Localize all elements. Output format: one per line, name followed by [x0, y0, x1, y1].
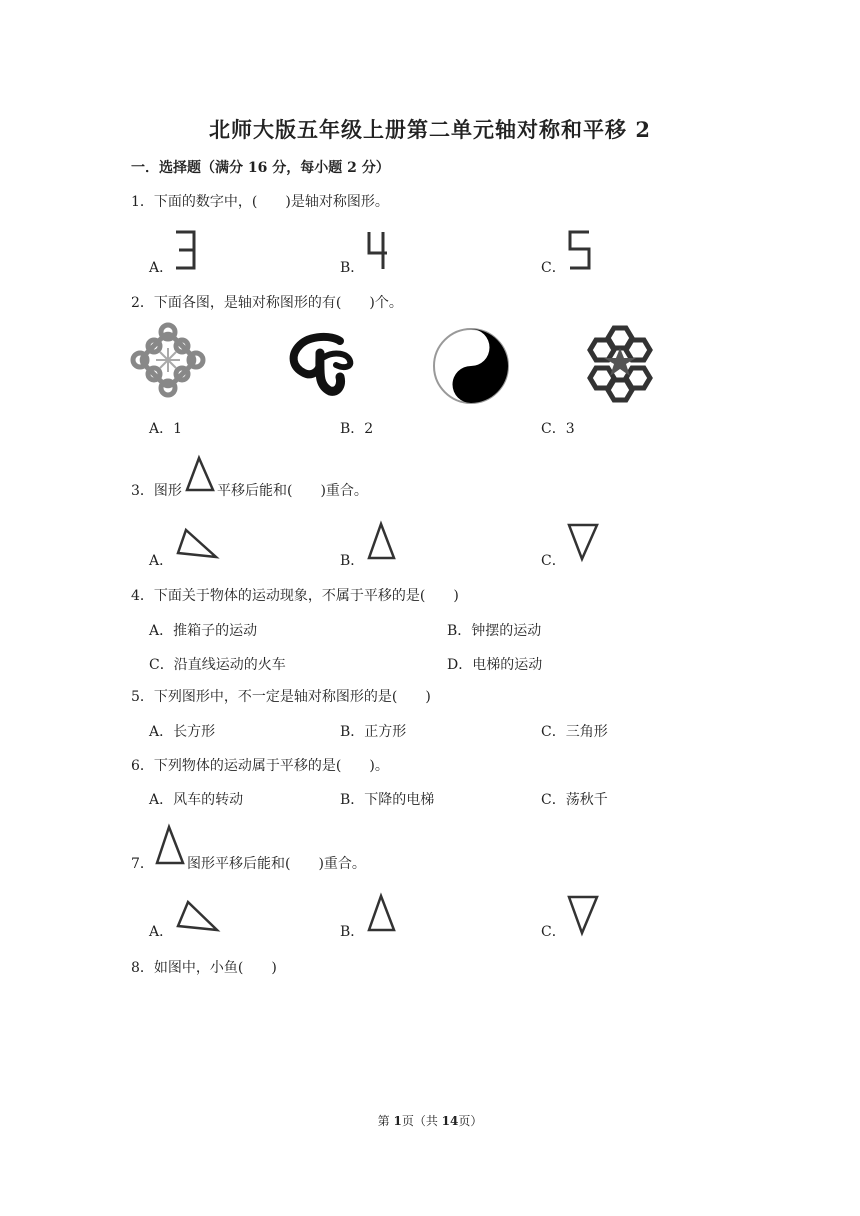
question-5-option-a: A．长方形 [149, 724, 216, 740]
question-4-option-b: B．钟摆的运动 [447, 623, 542, 639]
question-3-option-c: C． [541, 553, 566, 569]
question-4-option-d: D．电梯的运动 [447, 657, 543, 673]
hexagon-star-icon [580, 324, 660, 404]
question-6-stem: 6．下列物体的运动属于平移的是( )。 [131, 758, 389, 774]
question-4-option-c: C．沿直线运动的火车 [149, 657, 286, 673]
triangle-reference-figure [154, 824, 186, 866]
question-7-number: 7． [131, 856, 154, 872]
question-2-option-c: C．3 [541, 421, 575, 437]
digit-3-figure [174, 229, 198, 271]
question-3-stem-start: 3．图形 [131, 483, 182, 499]
triangle-upright-figure [366, 893, 398, 933]
question-7-option-a: A． [149, 924, 174, 940]
question-7-option-c: C． [541, 924, 566, 940]
question-3-stem-end: 平移后能和( )重合。 [217, 483, 368, 499]
question-7-option-b: B． [340, 924, 365, 940]
question-4-option-a: A．推箱子的运动 [149, 623, 258, 639]
yin-yang-icon [432, 327, 510, 405]
question-6-option-c: C．荡秋千 [541, 792, 608, 808]
question-6-option-b: B．下降的电梯 [340, 792, 435, 808]
triangle-rotated-figure [176, 527, 220, 561]
question-3-option-b: B． [340, 553, 365, 569]
triangle-inverted-figure [566, 894, 600, 936]
telecom-logo-icon [290, 333, 354, 395]
question-2-stem: 2．下面各图，是轴对称图形的有( )个。 [131, 295, 403, 311]
digit-4-figure [366, 229, 390, 271]
question-2-option-a: A．1 [149, 421, 183, 437]
question-1-option-a: A． [149, 260, 174, 276]
triangle-inverted-figure [566, 522, 600, 562]
question-4-stem: 4．下面关于物体的运动现象，不属于平移的是( ) [131, 588, 459, 604]
page-title: 北师大版五年级上册第二单元轴对称和平移 2 [209, 117, 651, 142]
question-5-stem: 5．下列图形中，不一定是轴对称图形的是( ) [131, 689, 431, 705]
question-8-stem: 8．如图中，小鱼( ) [131, 960, 277, 976]
question-7-stem-end: 图形平移后能和( )重合。 [187, 856, 366, 872]
section-heading: 一．选择题（满分 16 分，每小题 2 分） [131, 160, 390, 176]
question-2-option-b: B．2 [340, 421, 374, 437]
question-1-option-b: B． [340, 260, 365, 276]
question-5-option-b: B．正方形 [340, 724, 407, 740]
question-3-option-a: A． [149, 553, 174, 569]
triangle-upright-figure [366, 521, 398, 561]
question-1-stem: 1．下面的数字中，( )是轴对称图形。 [131, 194, 389, 210]
current-page-number: 1 [393, 1114, 402, 1128]
triangle-reference-figure [184, 455, 216, 493]
question-1-option-c: C． [541, 260, 566, 276]
digit-5-figure [567, 229, 593, 271]
total-page-count: 14 [441, 1114, 459, 1128]
triangle-rotated-figure [176, 899, 220, 935]
question-6-option-a: A．风车的转动 [149, 792, 244, 808]
question-5-option-c: C．三角形 [541, 724, 608, 740]
chinese-knot-icon [130, 322, 206, 398]
page-footer: 第 1页（共 14页） [377, 1114, 483, 1128]
